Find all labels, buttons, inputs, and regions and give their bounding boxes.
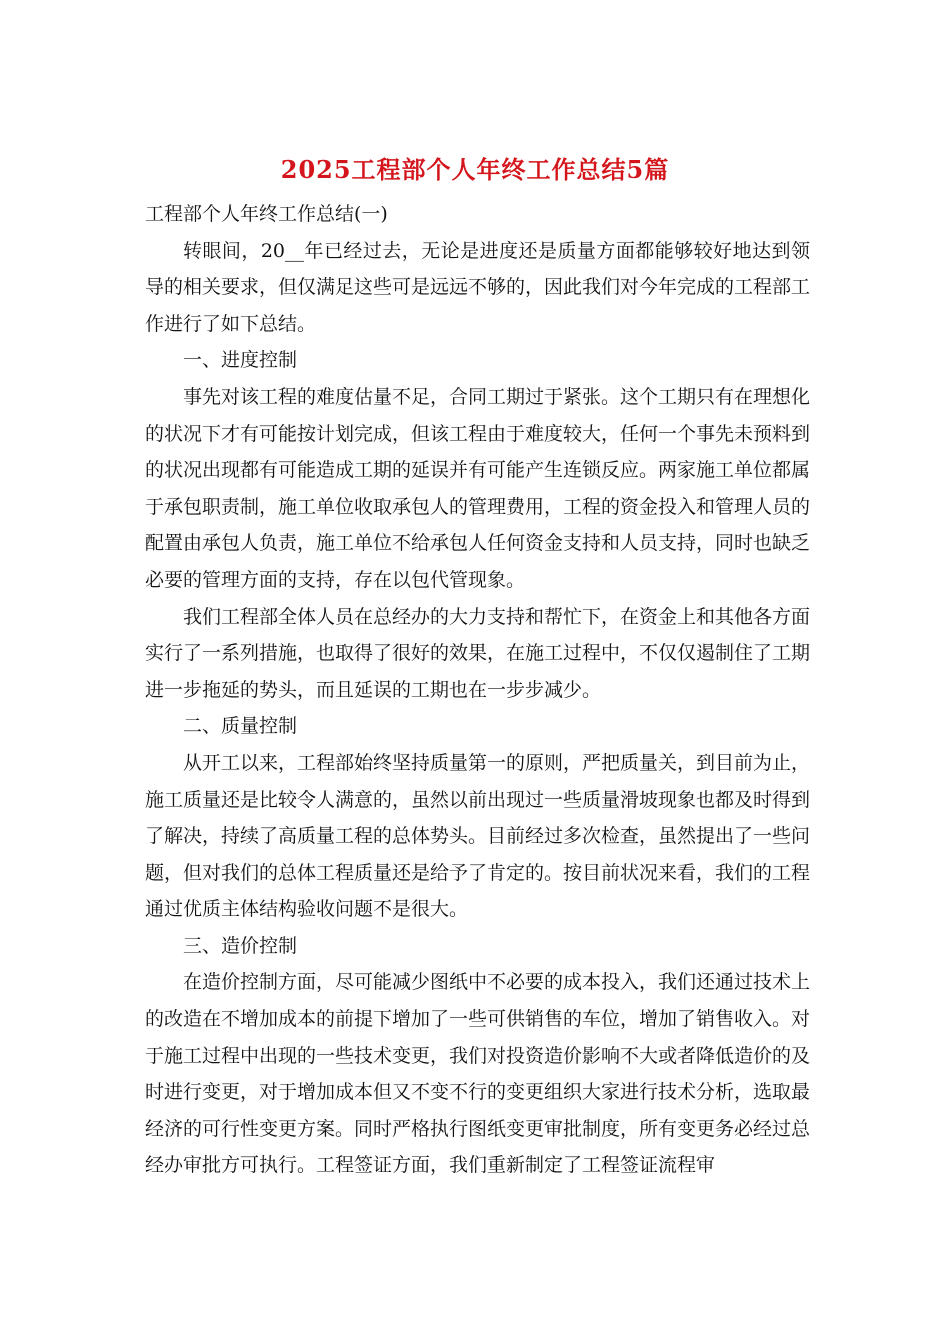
heading-cost-control: 三、造价控制: [183, 934, 298, 957]
paragraph-cost: 在造价控制方面，尽可能减少图纸中不必要的成本投入，我们还通过技术上的改造在不增加成本的前提下增加了一些可供销售的车位，增加了销售收入。对于施工过程中出现的一些技术变更，我们对投资造价影响不大或者降低造价的及时进行变更，对于增加成本但又不变不行的变更组织大家进行技术分析，选取最经济的可行性变更方案。同时严格执行图纸变更审批制度，所有变更务必经过总经办审批方可执行。工程签证方面，我们重新制定了工程签证流程审: [145, 971, 811, 1177]
heading-progress-control: 一、进度控制: [183, 349, 298, 372]
paragraph-progress-1: 事先对该工程的难度估量不足，合同工期过于紧张。这个工期只有在理想化的状况下才有可能按计划完成，但该工程由于难度较大，任何一个事先未预料到的状况出现都有可能造成工期的延误并有可能产生连锁反应。两家施工单位都属于承包职责制，施工单位收取承包人的管理费用，工程的资金投入和管理人员的配置由承包人负责，施工单位不给承包人任何资金支持和人员支持，同时也缺乏必要的管理方面的支持，存在以包代管现象。: [145, 385, 811, 591]
paragraph-progress-2: 我们工程部全体人员在总经办的大力支持和帮忙下，在资金上和其他各方面实行了一系列措施，也取得了很好的效果，在施工过程中，不仅仅遏制住了工期进一步拖延的势头，而且延误的工期也在一步步减少。: [145, 605, 811, 701]
paragraph-intro: 转眼间，20__年已经过去，无论是进度还是质量方面都能够较好地达到领导的相关要求，但仅满足这些可是远远不够的，因此我们对今年完成的工程部工作进行了如下总结。: [145, 239, 811, 335]
heading-quality-control: 二、质量控制: [183, 715, 298, 738]
document-body: [145, 196, 810, 1184]
section-subtitle: 工程部个人年终工作总结(一): [145, 203, 388, 225]
paragraph-quality: 从开工以来，工程部始终坚持质量第一的原则，严把质量关，到目前为止，施工质量还是比较令人满意的，虽然以前出现过一些质量滑坡现象也都及时得到了解决，持续了高质量工程的总体势头。目前经过多次检查，虽然提出了一些问题，但对我们的总体工程质量还是给予了肯定的。按目前状况来看，我们的工程通过优质主体结构验收问题不是很大。: [145, 751, 811, 921]
document-title: 2025工程部个人年终工作总结5篇: [280, 155, 670, 184]
